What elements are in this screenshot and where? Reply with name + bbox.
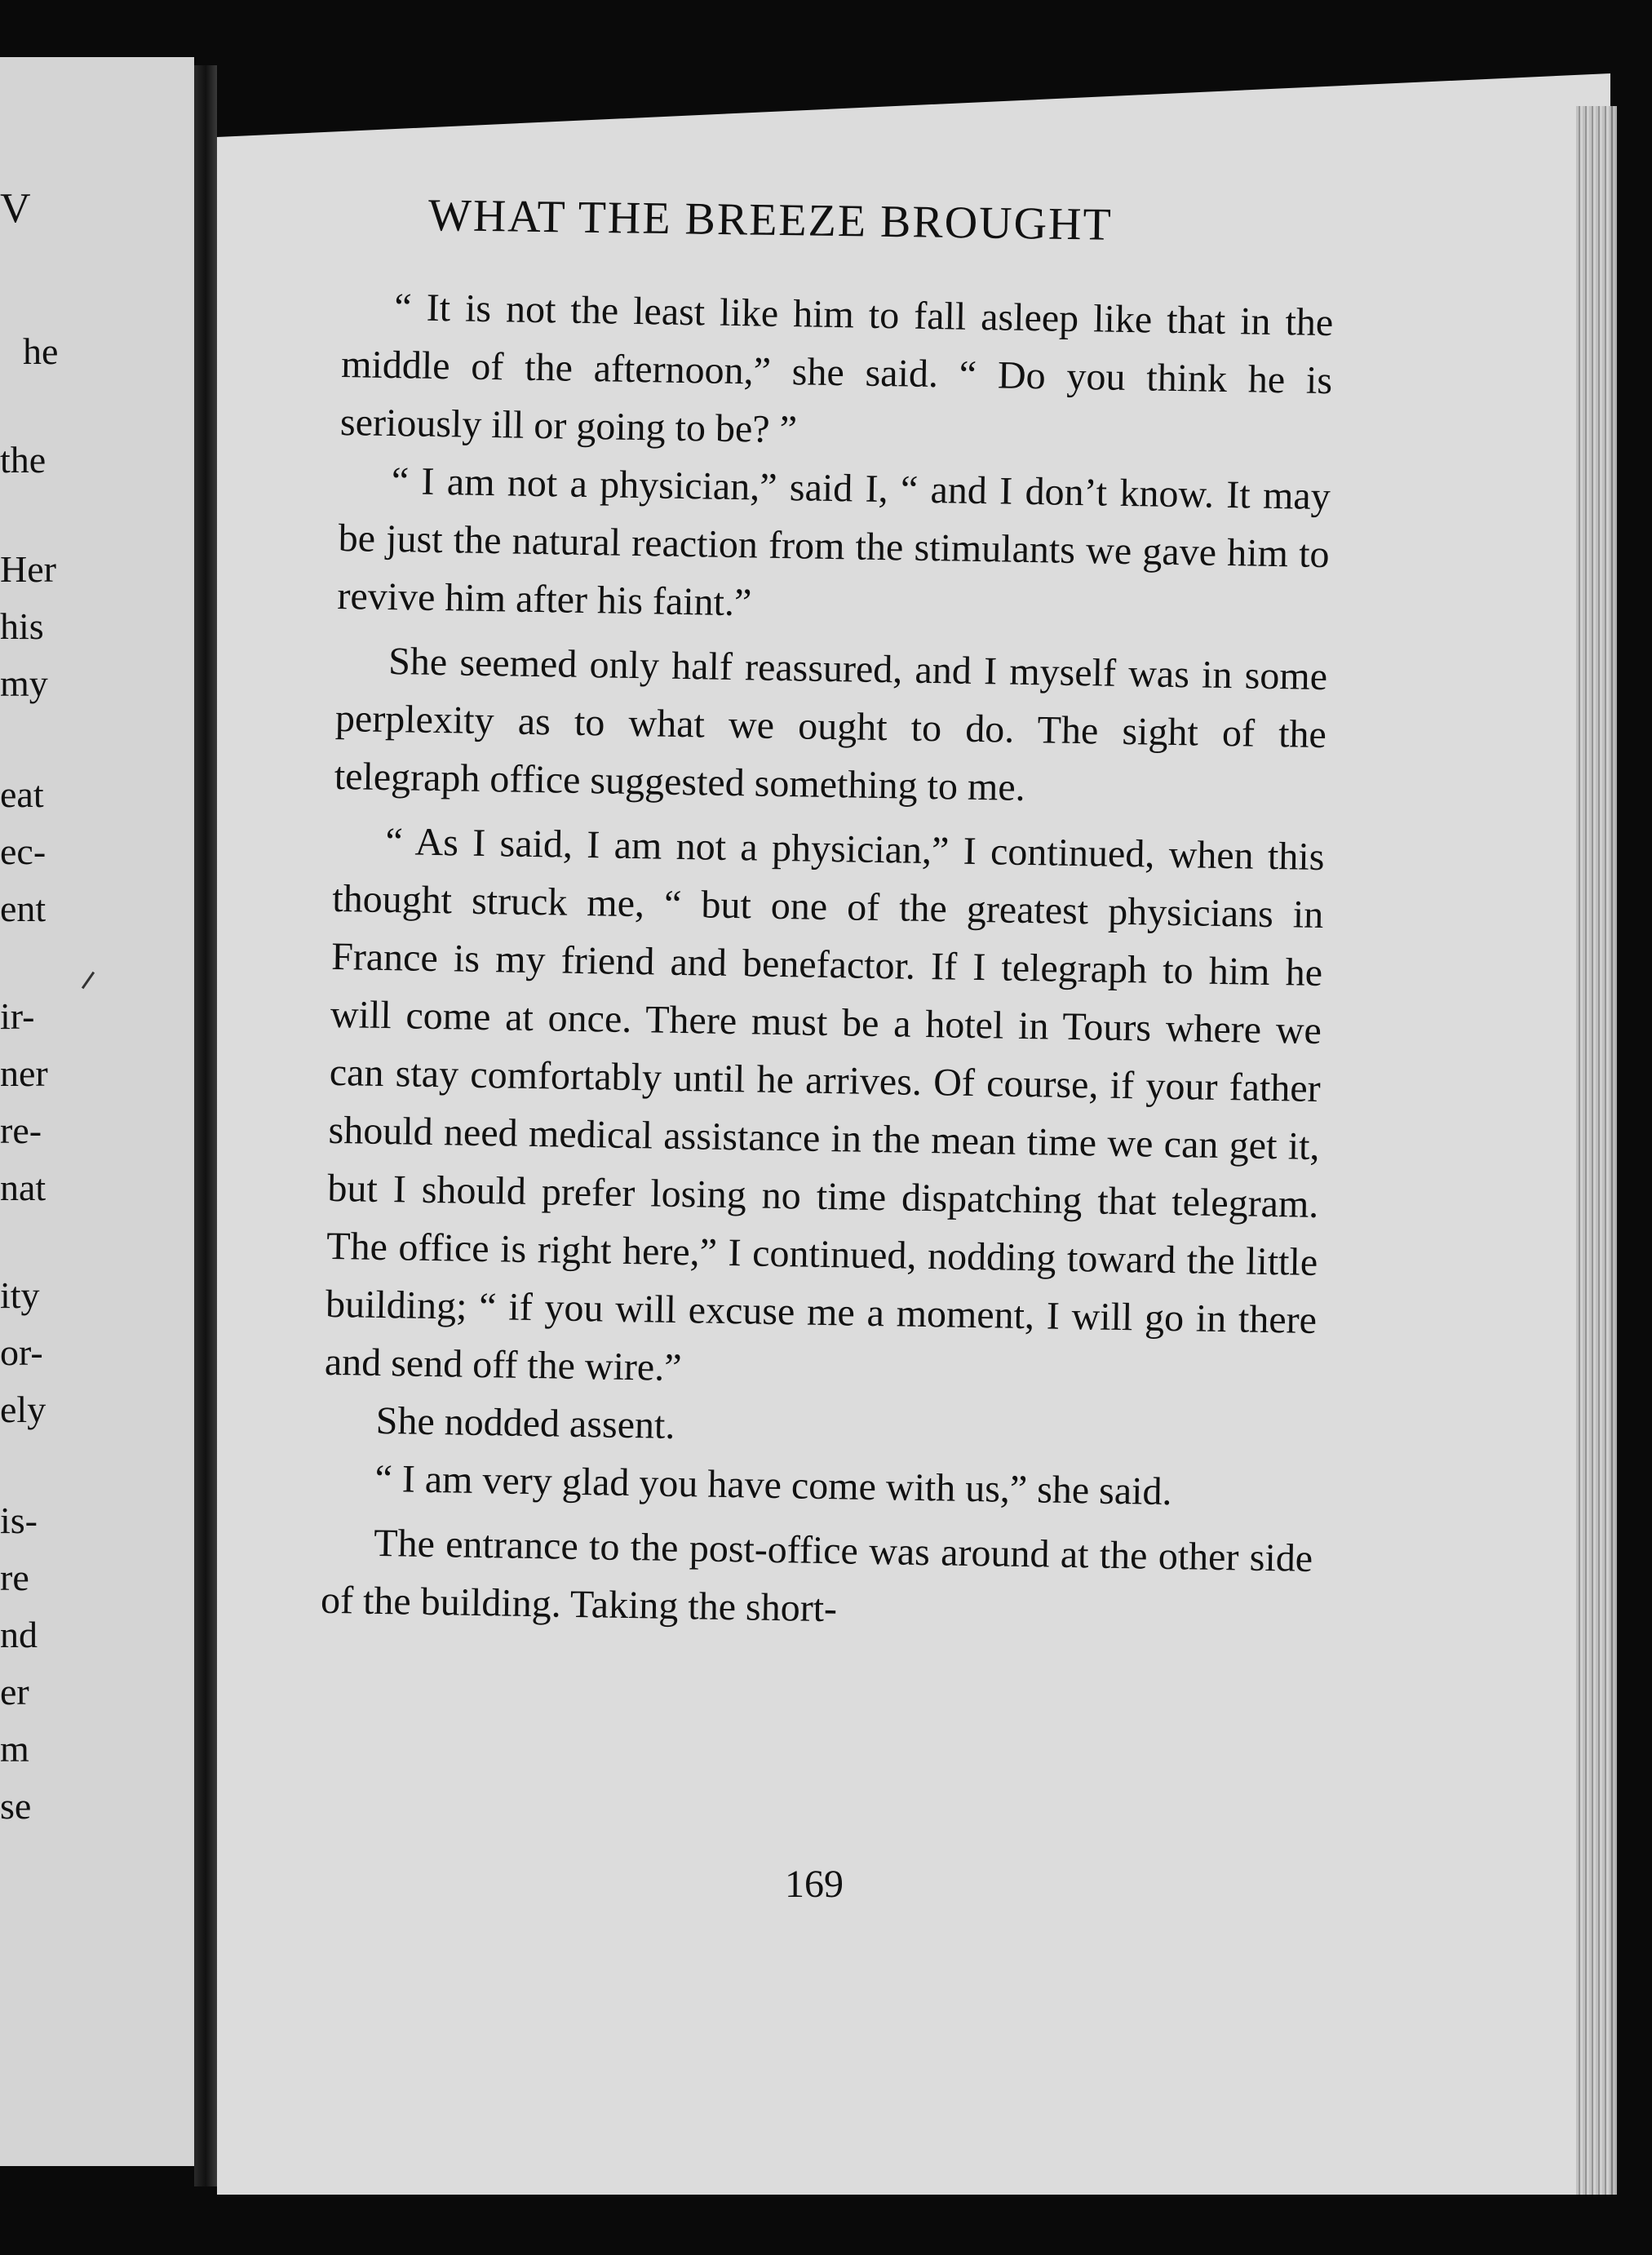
book-gutter [194, 65, 217, 2186]
ink-mark [82, 972, 95, 989]
paragraph: She seemed only half reassured, and I myself was in some perplexity as to what we ought to do. The sight of the telegraph office suggested something to me. [334, 640, 1328, 809]
paragraph: “ It is not the least like him to fall asleep like that in the middle of the afternoon,” she said. “ Do you think he is seriously ill or going to be? ” [339, 286, 1334, 452]
left-page-fragment: ent [0, 888, 47, 929]
left-page-fragment: he [23, 330, 59, 372]
left-page-fragment: V [0, 185, 31, 232]
page-number: 169 [785, 1863, 844, 1906]
left-page-fragment: or- [0, 1331, 43, 1373]
left-page-fragment: is- [0, 1500, 38, 1541]
left-page-fragment: re [0, 1557, 29, 1598]
left-page-fragment: er [0, 1671, 29, 1712]
previous-page-fragment [0, 57, 194, 2166]
left-page-fragment: my [0, 662, 48, 704]
left-page-fragment: ity [0, 1274, 40, 1316]
left-page-fragment: ir- [0, 995, 35, 1037]
paragraph: “ I am not a physician,” said I, “ and I don’t know. It may be just the natural reaction from the stimulants we gave him to revive him after his faint.” [337, 459, 1331, 625]
paragraph: She nodded assent. [375, 1398, 675, 1447]
running-head: WHAT THE BREEZE BROUGHT [427, 190, 1114, 250]
left-page-fragment: se [0, 1785, 32, 1827]
left-page-fragment: m [0, 1728, 29, 1770]
left-page-fragment: ely [0, 1389, 47, 1430]
left-page-fragment: re- [0, 1110, 42, 1151]
left-page-fragment: Her [0, 548, 56, 590]
left-page-fragment: his [0, 605, 44, 647]
left-page-fragment: eat [0, 773, 44, 815]
left-page-fragment: the [0, 439, 47, 481]
left-page-fragment: ner [0, 1052, 48, 1094]
page-body [321, 277, 1334, 1646]
left-page-fragment: ec- [0, 831, 47, 872]
left-page-fragment: nat [0, 1167, 47, 1208]
page-edges [1576, 106, 1617, 2195]
paragraph: “ I am very glad you have come with us,” she said. [374, 1456, 1172, 1514]
paragraph: The entrance to the post-office was around at the other side of the building. Taking the short- [320, 1521, 1313, 1631]
paragraph: “ As I said, I am not a physician,” I continued, when this thought struck me, “ but one of the greatest physicians in France is my friend and benefactor. If I telegraph to him he will come at once. There must be a hotel in Tours where we can stay comfortably until he arrives. Of course, if your father should need medical assistance in the mean time we can get it, but I should prefer losing no time dispatching that telegram. The office is right here,” I continued, nodding toward the little building; “ if you will excuse me a moment, I will go in there and send off the wire.” [324, 819, 1325, 1390]
left-page-fragment: nd [0, 1614, 38, 1655]
